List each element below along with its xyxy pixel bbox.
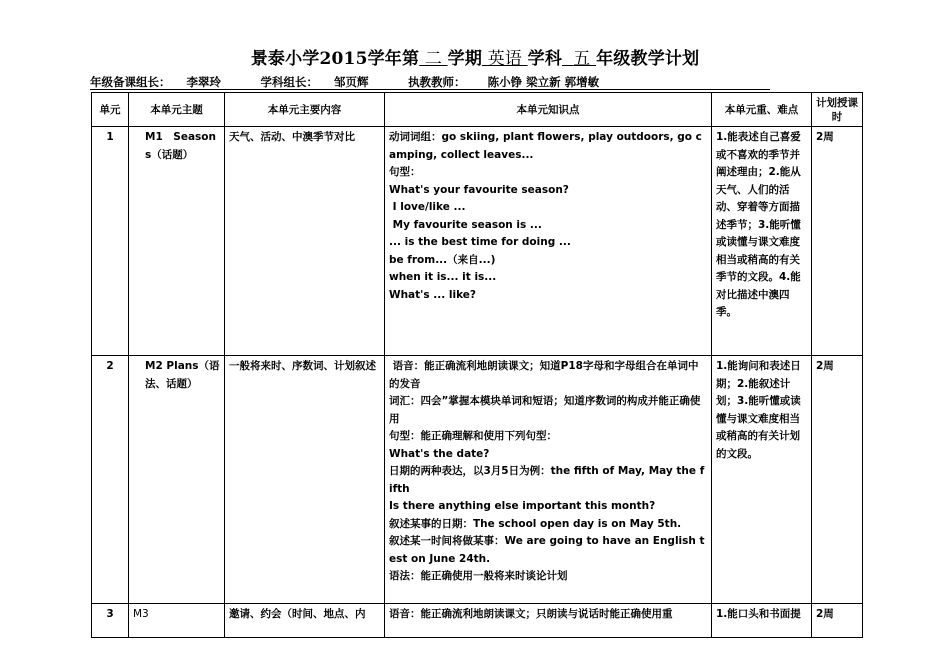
unit-key-points: 1.能口头和书面提 bbox=[712, 604, 812, 638]
unit-hours: 2周 bbox=[812, 127, 863, 356]
group-leader: 李翠玲 bbox=[186, 75, 222, 89]
unit-theme: M3 bbox=[129, 604, 225, 638]
staff-line bbox=[90, 74, 770, 90]
point-line: 叙述某事的日期：The school open day is on May 5th. bbox=[389, 517, 682, 530]
point-line: 语音：能正确流利地朗读课文；只朗读与说话时能正确使用重 bbox=[389, 608, 673, 620]
title-term: 二 bbox=[424, 49, 443, 69]
document-title bbox=[0, 44, 950, 69]
header-content: 本单元主要内容 bbox=[225, 93, 385, 127]
point-line: when it is... it is... bbox=[389, 271, 497, 283]
unit-key-points: 1.能表述自己喜爱或不喜欢的季节并阐述理由；2.能从天气、人们的活动、穿着等方面描述季节；3.能听懂或读懂与课文难度相当或稍高的有关季节的文段。4.能对比描述中澳四季。 bbox=[712, 127, 812, 356]
point-line: 句型： bbox=[389, 166, 421, 178]
point-line: 句型：能正确理解和使用下列句型： bbox=[389, 430, 557, 442]
title-prefix: 景泰小学2015学年第 bbox=[250, 49, 420, 69]
group-leader-label: 年级备课组长： bbox=[90, 75, 171, 89]
point-line: Is there anything else important this month? bbox=[389, 500, 656, 512]
unit-theme: M2 Plans（语法、话题） bbox=[129, 356, 225, 604]
unit-hours: 2周 bbox=[812, 356, 863, 604]
header-row bbox=[92, 93, 863, 127]
title-subject: 英语 bbox=[487, 49, 523, 69]
point-line: ... is the best time for doing ... bbox=[389, 236, 571, 248]
header-key: 本单元重、难点 bbox=[712, 93, 812, 127]
table-row bbox=[92, 356, 863, 604]
title-mid2: 学科 bbox=[527, 49, 563, 69]
unit-key-points: 1.能询问和表述日期；2.能叙述计划；3.能听懂或读懂与课文难度相当或稍高的有关计划的文段。 bbox=[712, 356, 812, 604]
header-hours: 计划授课时 bbox=[812, 93, 863, 127]
unit-number: 3 bbox=[92, 604, 129, 638]
point-line: 叙述某一时间将做某事：We are going to have an English test on June 24th. bbox=[389, 535, 705, 565]
point-line: What's your favourite season? bbox=[389, 183, 569, 196]
unit-hours: 2周 bbox=[812, 604, 863, 638]
title-grade: 五 bbox=[573, 49, 591, 69]
point-line: 日期的两种表达，以3月5日为例：the fifth of May, May the fifth bbox=[389, 465, 705, 495]
unit-points bbox=[385, 604, 712, 638]
teachers: 陈小铮 梁立新 郭增敏 bbox=[487, 75, 600, 89]
title-mid1: 学期 bbox=[447, 49, 483, 69]
table-row bbox=[92, 127, 863, 356]
unit-theme: M1 Seasons（话题） bbox=[129, 127, 225, 356]
point-line: 语音：能正确流利地朗读课文；知道P18字母和字母组合在单词中的发音 bbox=[389, 360, 699, 390]
point-line: What's the date? bbox=[389, 447, 490, 460]
header-points: 本单元知识点 bbox=[385, 93, 712, 127]
point-line: 动词词组：go skiing, plant flowers, play outdoors, go camping, collect leaves... bbox=[389, 131, 702, 161]
teaching-plan-table bbox=[91, 92, 863, 638]
table-row bbox=[92, 604, 863, 638]
subject-leader-label: 学科组长： bbox=[260, 75, 319, 89]
point-line: 语法：能正确使用一般将来时谈论计划 bbox=[389, 570, 568, 582]
point-line: be from...（来自...) bbox=[389, 253, 496, 266]
unit-points bbox=[385, 127, 712, 356]
unit-content: 邀请、约会（时间、地点、内 bbox=[225, 604, 385, 638]
unit-content: 一般将来时、序数词、计划叙述 bbox=[225, 356, 385, 604]
point-line: My favourite season is ... bbox=[389, 218, 542, 231]
subject-leader: 邹页辉 bbox=[334, 75, 369, 89]
header-unit: 单元 bbox=[92, 93, 129, 127]
unit-number: 2 bbox=[92, 356, 129, 604]
header-theme: 本单元主题 bbox=[129, 93, 225, 127]
title-suffix: 年级教学计划 bbox=[596, 49, 700, 69]
unit-content: 天气、活动、中澳季节对比 bbox=[225, 127, 385, 356]
point-line: I love/like ... bbox=[389, 201, 466, 213]
point-line: 词汇：四会”掌握本模块单词和短语；知道序数词的构成并能正确使用 bbox=[389, 395, 701, 425]
unit-points bbox=[385, 356, 712, 604]
teachers-label: 执教教师： bbox=[408, 75, 466, 89]
unit-number: 1 bbox=[92, 127, 129, 356]
point-line: What's ... like? bbox=[389, 288, 477, 301]
